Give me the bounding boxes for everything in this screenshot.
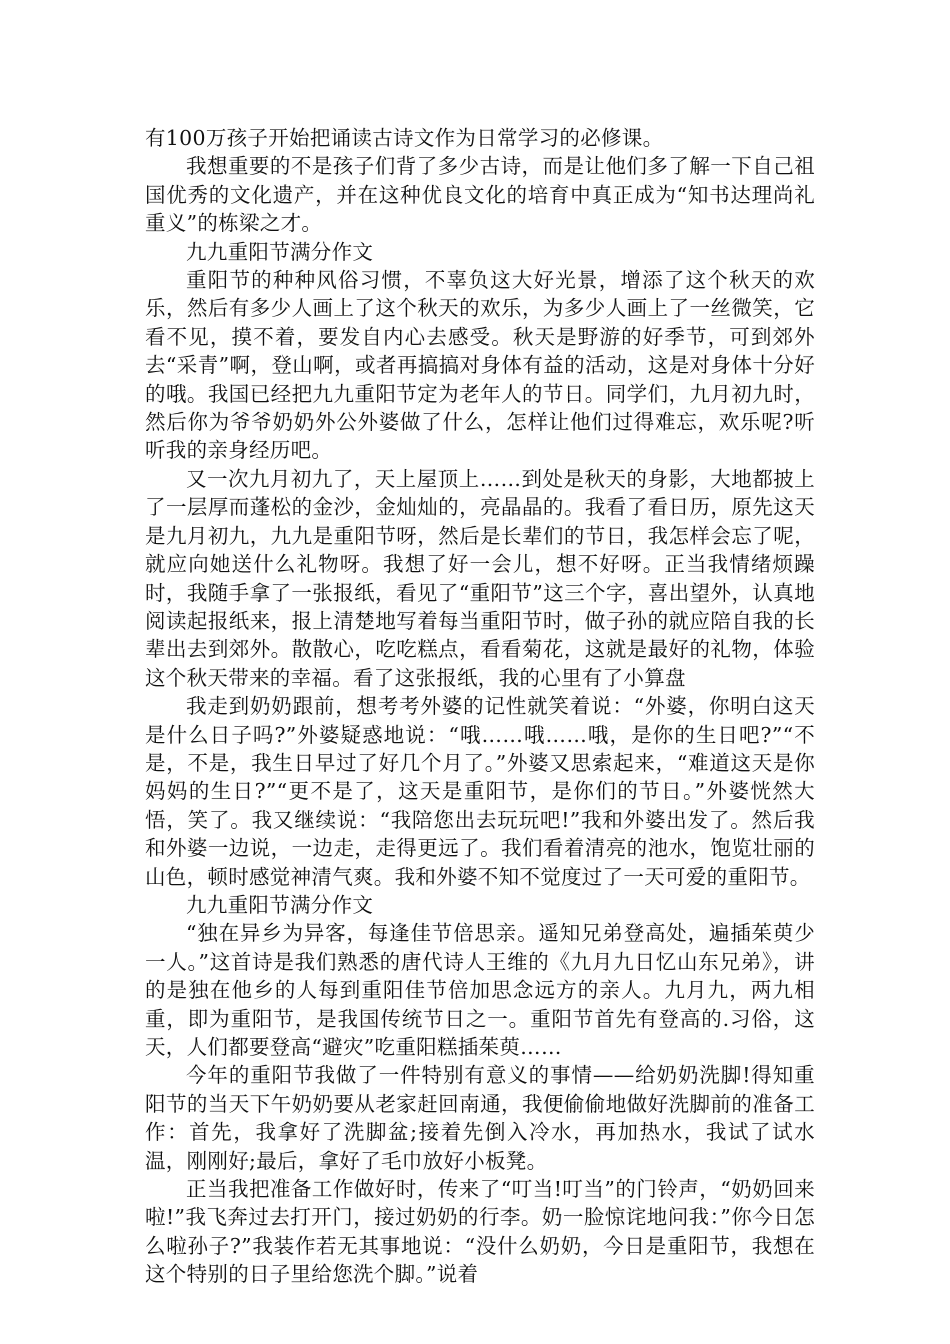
paragraph: 今年的重阳节我做了一件特别有意义的事情——给奶奶洗脚!得知重阳节的当天下午奶奶要从老家赶回南通，我便偷偷地做好洗脚前的准备工作：首先，我拿好了洗脚盆;接着先倒入冷水，再加热水，我试了试水温，刚刚好;最后，拿好了毛巾放好小板凳。 bbox=[145, 1063, 815, 1173]
paragraph: 正当我把准备工作做好时，传来了“叮当!叮当”的门铃声，“奶奶回来啦!”我飞奔过去打开门，接过奶奶的行李。奶一脸惊诧地问我：”你今日怎么啦孙子?”我装作若无其事地说：“没什么奶奶，今日是重阳节，我想在这个特别的日子里给您洗个脚。”说着 bbox=[145, 1177, 815, 1287]
section-heading: 九九重阳节满分作文 bbox=[186, 239, 374, 264]
section-heading: 九九重阳节满分作文 bbox=[186, 892, 374, 917]
paragraph: 我想重要的不是孩子们背了多少古诗，而是让他们多了解一下自己祖国优秀的文化遗产，并在这种优良文化的培育中真正成为“知书达理尚礼重义”的栋梁之才。 bbox=[145, 154, 815, 236]
paragraph: 又一次九月初九了，天上屋顶上……到处是秋天的身影，大地都披上了一层厚而蓬松的金沙，金灿灿的，亮晶晶的。我看了看日历，原先这天是九月初九，九九是重阳节呀，然后是长辈们的节日，我怎样会忘了呢，就应向她送什么礼物呀。我想了好一会儿，想不好呀。正当我情绪烦躁时，我随手拿了一张报纸，看见了“重阳节”这三个字，喜出望外，认真地阅读起报纸来，报上清楚地写着每当重阳节时，做子孙的就应陪自我的长辈出去到郊外。散散心，吃吃糕点，看看菊花，这就是最好的礼物，体验这个秋天带来的幸福。看了这张报纸，我的心里有了小算盘 bbox=[145, 466, 815, 690]
paragraph: 我走到奶奶跟前，想考考外婆的记性就笑着说：“外婆，你明白这天是什么日子吗?”外婆疑惑地说：“哦……哦……哦，是你的生日吧?”“不是，不是，我生日早过了好几个月了。”外婆又思索起来，“难道这天是你妈妈的生日?”“更不是了，这天是重阳节，是你们的节日。”外婆恍然大悟，笑了。我又继续说：“我陪您出去玩玩吧!”我和外婆出发了。然后我和外婆一边说，一边走，走得更远了。我们看着清亮的池水，饱览壮丽的山色，顿时感觉神清气爽。我和外婆不知不觉度过了一天可爱的重阳节。 bbox=[145, 694, 815, 889]
paragraph: 有100万孩子开始把诵读古诗文作为日常学习的必修课。 bbox=[145, 126, 664, 150]
paragraph: 重阳节的种种风俗习惯，不辜负这大好光景，增添了这个秋天的欢乐，然后有多少人画上了这个秋天的欢乐，为多少人画上了一丝微笑，它看不见，摸不着，要发自内心去感受。秋天是野游的好季节，可到郊外去“采青”啊，登山啊，或者再搞搞对身体有益的活动，这是对身体十分好的哦。我国已经把九九重阳节定为老年人的节日。同学们，九月初九时，然后你为爷爷奶奶外公外婆做了什么，怎样让他们过得难忘，欢乐呢?听听我的亲身经历吧。 bbox=[145, 268, 815, 463]
paragraph: “独在异乡为异客，每逢佳节倍思亲。遥知兄弟登高处，遍插茱萸少一人。”这首诗是我们熟悉的唐代诗人王维的《九月九日忆山东兄弟》，讲的是独在他乡的人每到重阳佳节倍加思念远方的亲人。九月九，两九相重，即为重阳节，是我国传统节日之一。重阳节首先有登高的.习俗，这天，人们都要登高“避灾”吃重阳糕插茱萸…… bbox=[145, 921, 815, 1059]
document-body bbox=[145, 124, 815, 1289]
